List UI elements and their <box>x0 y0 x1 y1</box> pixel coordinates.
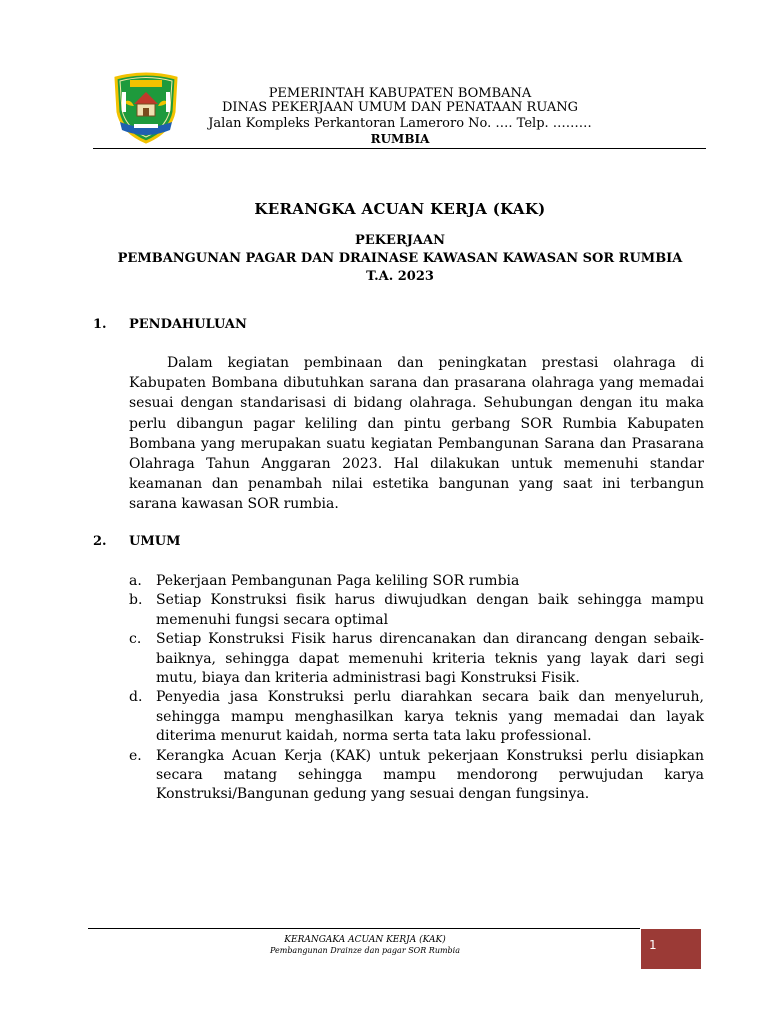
footer-project-name: Pembangunan Drainze dan pagar SOR Rumbia <box>269 946 461 955</box>
letterhead-government: PEMERINTAH KABUPATEN BOMBANA <box>268 86 532 101</box>
document-title: KERANGKA ACUAN KERJA (KAK) <box>254 200 546 218</box>
section-number: 1. <box>93 317 107 332</box>
regency-emblem-icon <box>104 72 188 144</box>
list-item-marker: e. <box>129 747 142 764</box>
document-subtitle-project: PEMBANGUNAN PAGAR DAN DRAINASE KAWASAN KAWASAN SOR RUMBIA <box>117 251 683 266</box>
general-list <box>129 572 704 805</box>
section-number: 2. <box>93 534 107 549</box>
page-number-badge <box>641 929 701 969</box>
list-item-marker: d. <box>129 689 143 706</box>
footer-divider <box>88 928 640 929</box>
letterhead-city: RUMBIA <box>370 132 430 146</box>
list-item <box>129 572 704 591</box>
list-item <box>129 630 704 688</box>
letterhead-divider <box>93 148 706 149</box>
document-subtitle-year: T.A. 2023 <box>366 269 434 284</box>
letterhead-agency: DINAS PEKERJAAN UMUM DAN PENATAAN RUANG <box>221 100 579 115</box>
list-item <box>129 688 704 746</box>
letterhead-address: Jalan Kompleks Perkantoran Lameroro No. …. Telp. ……… <box>208 116 592 131</box>
section-heading-pendahuluan: PENDAHULUAN <box>129 317 247 332</box>
section-heading-umum: UMUM <box>129 534 181 549</box>
list-item-text: Penyedia jasa Konstruksi perlu diarahkan secara baik dan menyeluruh, sehingga mampu menghasilkan karya teknis yang memadai dan layak diterima menurut kaidah, norma serta tata laku professional. <box>156 689 704 745</box>
section-paragraph: Dalam kegiatan pembinaan dan peningkatan prestasi olahraga di Kabupaten Bombana dibutuhkan sarana dan prasarana olahraga yang memadai sesuai dengan standarisasi di bidang olahraga. Sehubungan dengan itu maka perlu dibangun pagar keliling dan pintu gerbang SOR Rumbia Kabupaten Bombana yang merupakan suatu kegiatan Pembangunan Sarana dan Prasarana Olahraga Tahun Anggaran 2023. Hal dilakukan untuk memenuhi standar keamanan dan penambah nilai estetika bangunan yang saat ini terbangun sarana kawasan SOR rumbia. <box>129 355 704 513</box>
list-item-text: Setiap Konstruksi Fisik harus direncanakan dan dirancang dengan sebaik-baiknya, sehingga dapat memenuhi kriteria teknis yang layak dari segi mutu, biaya dan kriteria administrasi bagi Konstruksi Fisik. <box>156 631 704 687</box>
list-item-marker: c. <box>129 631 142 648</box>
page-number: 1 <box>649 938 657 952</box>
list-item <box>129 747 704 805</box>
footer-document-title: KERANGAKA ACUAN KERJA (KAK) <box>284 935 446 945</box>
document-subtitle-label: PEKERJAAN <box>355 233 445 248</box>
list-item-text: Kerangka Acuan Kerja (KAK) untuk pekerjaan Konstruksi perlu disiapkan secara matang sehingga mampu mendorong perwujudan karya Konstruksi/Bangunan gedung yang sesuai dengan fungsinya. <box>156 747 704 803</box>
list-item-marker: b. <box>129 592 143 609</box>
list-item-marker: a. <box>129 573 142 589</box>
list-item <box>129 591 704 630</box>
list-item-text: Pekerjaan Pembangunan Paga keliling SOR rumbia <box>156 573 520 589</box>
list-item-text: Setiap Konstruksi fisik harus diwujudkan dengan baik sehingga mampu memenuhi fungsi secara optimal <box>156 592 704 628</box>
